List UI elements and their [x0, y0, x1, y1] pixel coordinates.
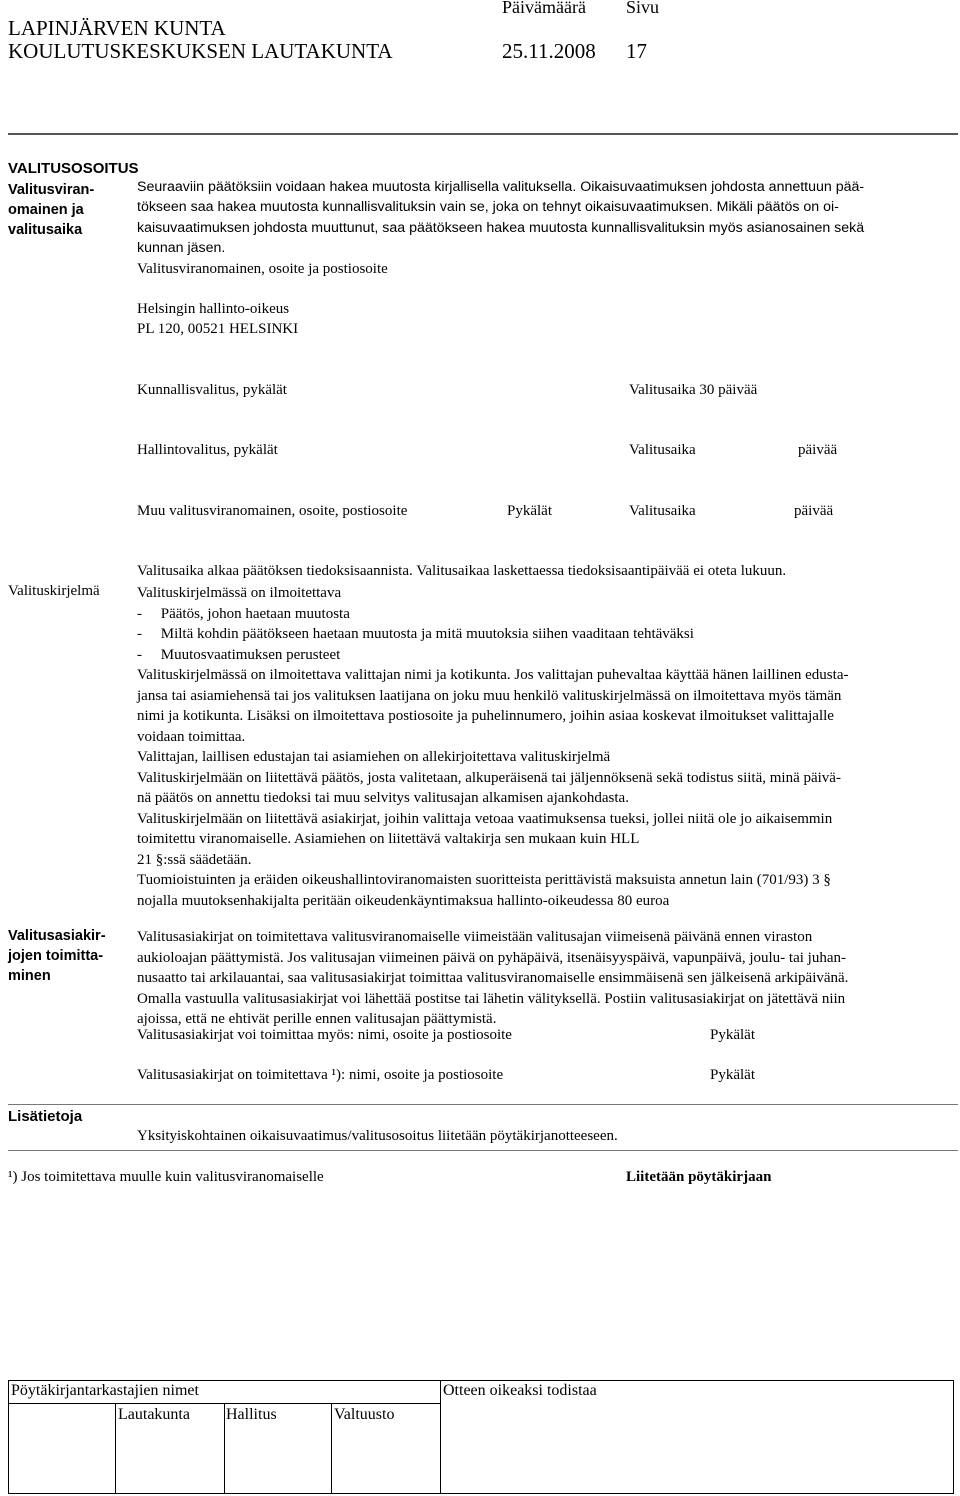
section-title: VALITUSOSOITUS — [8, 160, 139, 177]
admin-appeal-time: Valitusaika — [629, 442, 696, 458]
other-authority-sections: Pykälät — [507, 503, 552, 519]
court-address: PL 120, 00521 HELSINKI — [137, 321, 299, 337]
page-label: Sivu — [626, 0, 660, 17]
authority-side-label: Valitusviran- omainen ja valitusaika — [8, 182, 95, 238]
municipal-appeal-time: Valitusaika 30 päivää — [629, 382, 758, 398]
certify-label: Otteen oikeaksi todistaa — [443, 1382, 597, 1399]
delivery-option-1: Valitusasiakirjat voi toimittaa myös: nimi, osoite ja postiosoite — [137, 1027, 512, 1043]
checkers-label: Pöytäkirjantarkastajien nimet — [11, 1382, 199, 1399]
info-divider — [8, 1104, 958, 1105]
board-signature-label: Lautakunta — [118, 1406, 190, 1423]
delivery-option-2: Valitusasiakirjat on toimitettava ¹): nimi, osoite ja postiosoite — [137, 1067, 504, 1083]
municipal-appeal-label: Kunnallisvalitus, pykälät — [137, 382, 287, 398]
delivery-text: Valitusasiakirjat on toimitettava valitusviranomaiselle viimeistään valitusajan viimeisenä päivänä ennen viraston aukioloajan päättymistä. Jos valitusajan viimeinen päivä on pyhäpäivä, itsenäisyyspäivä, vapunpäivä, joulu- tai juhan- nusaatto tai arkilauantai, saa valitusasiakirjat toimittaa valitusviranomaiselle ensimmäisenä sen jälkeisenä arkipäivänä. Omalla vastuulla valitusasiakirjat voi lähettää postitse tai lähetin välityksellä. Postiin valitusasiakirjat on jätettävä niin ajoissa, että ne ehtivät perille ennen valitusajan päättymistä. — [137, 929, 849, 1027]
time-note: Valitusaika alkaa päätöksen tiedoksisaannista. Valitusaikaa laskettaessa tiedoksisaantipäivää ei oteta lukuun. — [137, 563, 787, 579]
delivery-option-2-sections: Pykälät — [710, 1067, 755, 1083]
signature-col-divider-1 — [115, 1403, 116, 1493]
appeal-letter-label: Valituskirjelmä — [8, 583, 100, 599]
council-signature-label: Hallitus — [226, 1406, 277, 1423]
signature-col-divider-3 — [331, 1403, 332, 1493]
footer-divider — [8, 1150, 958, 1151]
other-authority-label: Muu valitusviranomainen, osoite, postiosoite — [137, 503, 408, 519]
admin-appeal-label: Hallintovalitus, pykälät — [137, 442, 278, 458]
header-divider — [8, 133, 958, 135]
appeal-letter-text: Valituskirjelmässä on ilmoitettava - Päätös, johon haetaan muutosta - Miltä kohdin päätökseen haetaan muutosta ja mitä muutoksia siihen vaaditaan tehtäväksi - Muutosvaatimuksen perusteet Valituskirjelmässä on ilmoitettava valittajan nimi ja kotikunta. Jos valittajan puhevaltaa käyttää hänen laillinen edusta- jansa tai asiamiehensä tai jos valituksen laatijana on joku muu henkilö valituskirjelmässä on ilmoitettava myös tämän nimi ja kotikunta. Lisäksi on ilmoitettava postiosoite ja puhelinnumero, joihin asiaa koskevat ilmoitukset valittajalle voidaan toimittaa. Valittajan, laillisen edustajan tai asiamiehen on allekirjoitettava valituskirjelmä Valituskirjelmään on liitettävä päätös, josta valitetaan, alkuperäisenä tai jäljennöksenä sekä todistus siitä, minä päivä- nä päätös on annettu tiedoksi tai muu selvitys valitusajan alkamisen ajankohdasta. Valituskirjelmään on liitettävä asiakirjat, joihin valittaja vetoaa vaatimuksensa tueksi, jollei niitä ole jo aikaisemmin toimitettu viranomaiselle. Asiamiehen on liitettävä valtakirja sen mukaan kuin HLL 21 §:ssä säädetään. Tuomioistuinten ja eräiden oikeushallintoviranomaisten suoritteista perittävistä maksuista annetun lain (701/93) 3 § nojalla muutoksenhakijalta peritään oikeudenkäyntimaksua hallinto-oikeudessa 80 euroa — [137, 585, 849, 909]
signature-col-divider-2 — [224, 1403, 225, 1493]
signature-box — [8, 1380, 954, 1494]
info-text: Yksityiskohtainen oikaisuvaatimus/valitusosoitus liitetään pöytäkirjanotteeseen. — [137, 1128, 618, 1144]
date-label: Päivämäärä — [502, 0, 586, 17]
delivery-side-label: Valitusasiakir- jojen toimitta- minen — [8, 928, 106, 984]
info-label: Lisätietoja — [8, 1108, 83, 1125]
assembly-signature-label: Valtuusto — [334, 1406, 395, 1423]
other-authority-time: Valitusaika — [629, 503, 696, 519]
intro-text: Seuraaviin päätöksiin voidaan hakea muutosta kirjallisella valituksella. Oikaisuvaatimuksen johdosta annettuun pää- tökseen saa hakea muutosta kunnallisvalituksin vain se, joka on tehnyt oikaisuvaatimuksen. Mikäli päätös on oi- kaisuvaatimuksen johdosta muuttunut, saa päätökseen hakea muutosta kunnallisvalituksin myös asianosainen sekä kunnan jäsen. — [137, 179, 865, 256]
authority-heading: Valitusviranomainen, osoite ja postiosoite — [137, 261, 388, 277]
document-date: 25.11.2008 — [502, 39, 596, 63]
court-name: Helsingin hallinto-oikeus — [137, 301, 290, 317]
other-authority-days: päivää — [794, 503, 834, 519]
page-number: 17 — [626, 39, 647, 63]
footnote: ¹) Jos toimitettava muulle kuin valitusviranomaiselle — [8, 1169, 324, 1185]
signature-divider — [440, 1381, 441, 1493]
admin-appeal-days: päivää — [798, 442, 838, 458]
delivery-option-1-sections: Pykälät — [710, 1027, 755, 1043]
attach-note: Liitetään pöytäkirjaan — [626, 1169, 772, 1185]
org-name: LAPINJÄRVEN KUNTA — [8, 16, 226, 40]
board-name: KOULUTUSKESKUKSEN LAUTAKUNTA — [8, 39, 393, 63]
